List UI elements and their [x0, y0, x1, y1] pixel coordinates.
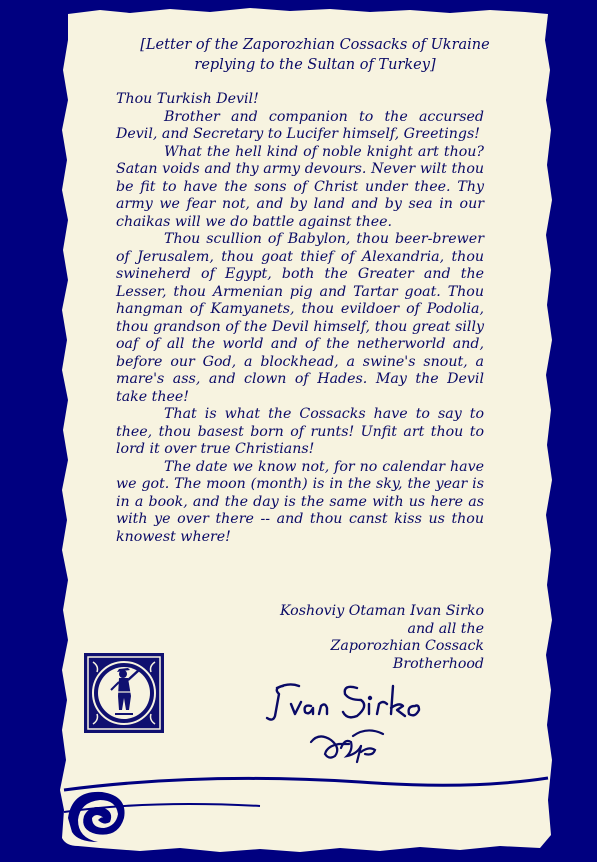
- signatory-line-2: and all the: [407, 620, 484, 637]
- letter-title: [95, 35, 535, 75]
- signatory-name: Koshoviy Otaman Ivan Sirko: [279, 603, 484, 619]
- paragraph-greeting: Brother and companion to the accursed Devil, and Secretary to Lucifer himself, Greetings!: [116, 108, 484, 142]
- letter-body: [116, 91, 484, 546]
- title-line-1: [Letter of the Zaporozhian Cossacks of Ukraine: [140, 37, 490, 53]
- paragraph-date: The date we know not, for no calendar have we got. The moon (month) is in the sky, the year is in a book, and the day is the same with us here as with ye over there -- and thou canst kiss us thou knowest where!: [116, 458, 484, 545]
- signatory-line-4: Brotherhood: [392, 655, 484, 672]
- paragraph-verdict: That is what the Cossacks have to say to thee, thou basest born of runts! Unfit art thou to lord it over true Christians!: [116, 406, 484, 457]
- signatory-line-3: Zaporozhian Cossack: [330, 638, 484, 654]
- cossack-seal-icon: [83, 652, 165, 734]
- handwritten-signature: [265, 676, 445, 724]
- paragraph-challenge: What the hell kind of noble knight art thou? Satan voids and thy army devours. Never wilt thou be fit to have the sons of Christ under thee. Thy army we fear not, and by land and by sea in our chaikas will we do battle against thee.: [116, 143, 484, 230]
- salutation: Thou Turkish Devil!: [116, 91, 259, 107]
- signature-block: [240, 603, 484, 673]
- paragraph-insults: Thou scullion of Babylon, thou beer-brewer of Jerusalem, thou goat thief of Alexandria, thou swineherd of Egypt, both the Greater and the Lesser, thou Armenian pig and Tartar goat. Thou hangman of Kamyanets, thou evildoer of Podolia, thou grandson of the Devil himself, thou great silly oaf of all the world and of the netherworld and, before our God, a blockhead, a swine's snout, a mare's ass, and clown of Hades. May the Devil take thee!: [116, 231, 484, 405]
- title-line-2: replying to the Sultan of Turkey]: [194, 57, 436, 73]
- signature-flourish-icon: [305, 718, 415, 766]
